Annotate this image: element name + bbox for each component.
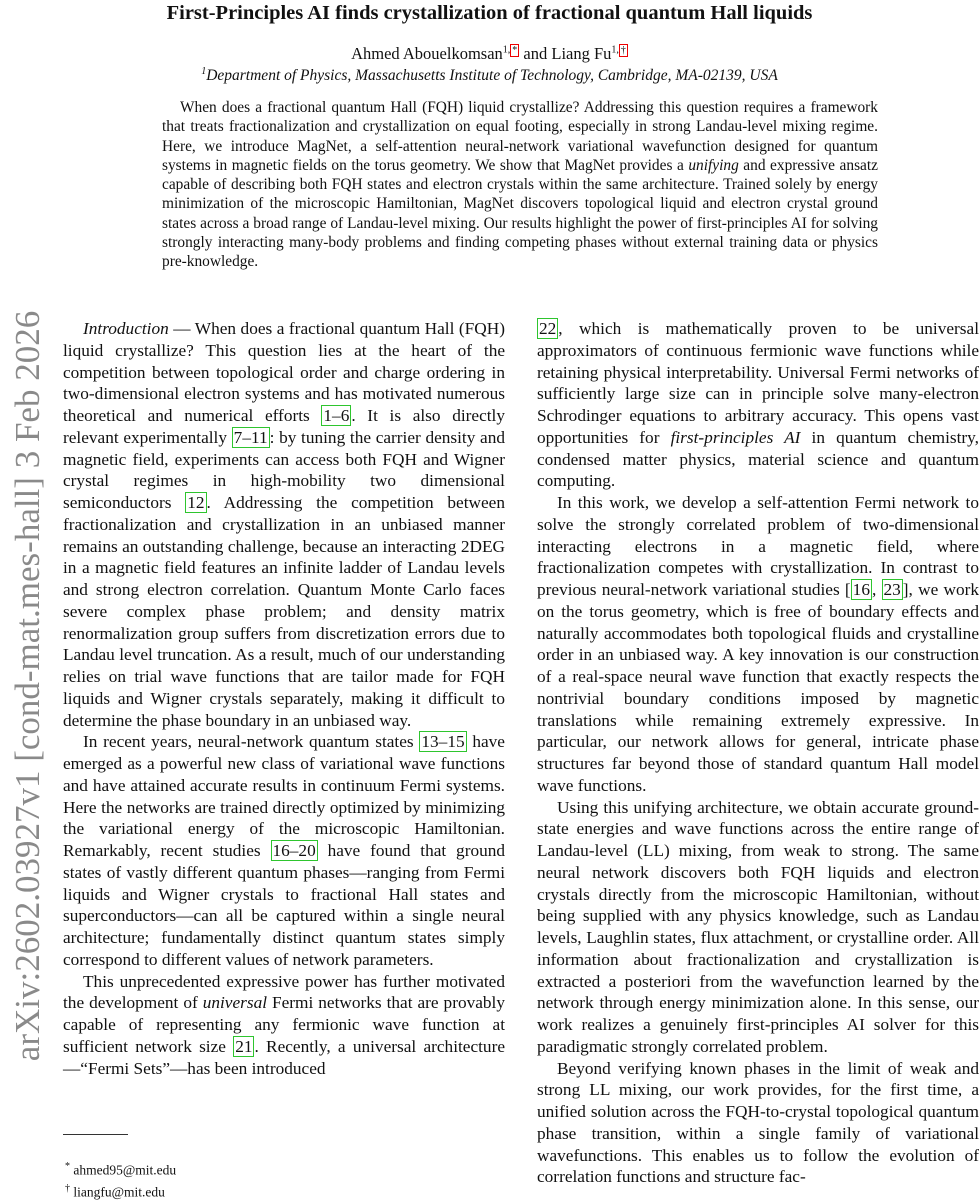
emphasis-text: universal (203, 993, 267, 1012)
affiliation-text: Department of Physics, Massachusetts Institute of Technology, Cambridge, MA-02139, USA (206, 67, 778, 84)
paragraph (537, 797, 979, 1058)
body-text: In recent years, neural-network quantum states (83, 732, 419, 751)
author-name: Ahmed Abouelkomsan (351, 44, 503, 63)
citation-link[interactable]: 21 (233, 1036, 254, 1057)
authors-joiner: and (523, 44, 547, 63)
citation-link[interactable]: 7–11 (232, 427, 270, 448)
footnote-rule (63, 1134, 128, 1135)
citation-link[interactable]: 16–20 (271, 840, 318, 861)
affiliation-mark: 1, (503, 45, 511, 56)
body-text: have emerged as a powerful new class of variational wave functions and have attained accurate results in continuum Fermi systems. Here the networks are trained directly optimized by minimizing the variational energy of the microscopic Hamiltonian. Remarkably, recent studies (63, 732, 505, 860)
body-text: , which is mathematically proven to be universal approximators of continuous fermionic wave functions while retaining physical interpretability. Universal Fermi networks of sufficiently large size can in principle solve many-electron Schrodinger equations to arbitrary accuracy. This opens vast opportunities for (537, 319, 979, 447)
paragraph (537, 492, 979, 797)
affiliation-mark: 1, (611, 45, 619, 56)
abstract (162, 98, 878, 272)
body-text: have found that ground states of vastly different quantum phases—ranging from Fermi liquids and Wigner crystals to fractional Hall states and superconductors—can all be captured within a single neural architecture; fundamentally distinct quantum states simply correspond to different values of network parameters. (63, 841, 505, 969)
footnote-email[interactable]: ahmed95@mit.edu (73, 1163, 176, 1178)
body-text: Using this unifying architecture, we obtain accurate ground-state energies and wave functions across the entire range of Landau-level (LL) mixing, from weak to strong. The same neural network discovers both FQH liquids and electron crystals directly from the microscopic Hamiltonian, without being supplied with any physics knowledge, such as Landau levels, Laughlin states, flux attachment, or crystalline order. All information about fractionalization and crystallization is extracted a posteriori from the wavefunction learned by the network through energy minimization alone. In this sense, our work realizes a genuinely first-principles AI solver for this paradigmatic strongly correlated problem. (537, 798, 979, 1056)
author-list (0, 44, 979, 64)
emphasis-text: Introduction (83, 319, 169, 338)
body-text: Fermi networks that are provably capable of representing any fermionic wave function at sufficient network size (63, 993, 505, 1056)
footnote-link[interactable]: * (510, 44, 519, 57)
right-column (537, 318, 979, 1188)
paragraph (63, 971, 505, 1080)
footnote (65, 1158, 176, 1180)
body-text: — When does a fractional quantum Hall (FQH) liquid crystallize? This question lies at the heart of the competition between topological order and charge ordering in two-dimensional electron systems and has motivated numerous theoretical and numerical efforts (63, 319, 505, 425)
affiliation-number: 1 (201, 66, 206, 77)
body-text: This unprecedented expressive power has further motivated the development of (63, 972, 505, 1013)
affiliation (0, 66, 979, 85)
body-text: . It is also directly relevant experimentally (63, 406, 505, 447)
body-text: : by tuning the carrier density and magnetic field, experiments can access both FQH and Wigner crystal regimes in high-mobility two dimensional semiconductors (63, 428, 505, 512)
body-text: , (872, 580, 882, 599)
body-text: . Addressing the competition between fractionalization and crystallization in an unbiased manner remains an outstanding challenge, because an interacting 2DEG in a magnetic field features an infinite ladder of Landau levels and strong electron correlation. Quantum Monte Carlo faces severe complex phase problem; and density matrix renormalization group suffers from discretization errors due to Landau level truncation. As a result, much of our understanding relies on trial wave functions that are tailor made for FQH liquids and Wigner crystals separately, making it difficult to determine the phase boundary in an unbiased way. (63, 493, 505, 730)
body-text: in quantum chemistry, condensed matter physics, material science and quantum computing. (537, 428, 979, 491)
citation-link[interactable]: 22 (537, 318, 558, 339)
citation-link[interactable]: 13–15 (419, 731, 466, 752)
author-name: Liang Fu (551, 44, 611, 63)
footnote (65, 1180, 176, 1201)
body-text: and expressive ansatz capable of describing both FQH states and electron crystals within the same architecture. Trained solely by energy minimization of the microscopic Hamiltonian, MagNet discovers topological liquid and electron crystal ground states across a broad range of Landau-level mixing. Our results highlight the power of first-principles AI for solving strongly interacting many-body problems and finding competing phases without external training data or physics pre-knowledge. (162, 157, 878, 270)
footnote-link[interactable]: † (619, 44, 628, 57)
paragraph (63, 318, 505, 731)
footnote-mark: * (65, 1161, 70, 1172)
paragraph (63, 731, 505, 970)
citation-link[interactable]: 12 (185, 492, 206, 513)
body-text: In this work, we develop a self-attention Fermi network to solve the strongly correlated problem of two-dimensional interacting electrons in a magnetic field, where fractionalization competes with crystallization. In contrast to previous neural-network variational studies [ (537, 493, 979, 599)
paper-title: First-Principles AI finds crystallization of fractional quantum Hall liquids (0, 2, 979, 25)
footnote-email[interactable]: liangfu@mit.edu (73, 1184, 165, 1199)
citation-link[interactable]: 1–6 (321, 405, 351, 426)
body-text: . Recently, a universal architecture—“Fermi Sets”—has been introduced (63, 1037, 505, 1078)
left-column (63, 318, 505, 1079)
citation-link[interactable]: 16 (851, 579, 872, 600)
footnotes (65, 1158, 176, 1201)
emphasis-text: unifying (688, 157, 738, 174)
footnote-mark: † (65, 1183, 70, 1194)
body-text: When does a fractional quantum Hall (FQH) liquid crystallize? Addressing this question requires a framework that treats fractionalization and crystallization on equal footing, especially in strong Landau-level mixing regime. Here, we introduce MagNet, a self-attention neural-network variational wavefunction designed for quantum systems in magnetic fields on the torus geometry. We show that MagNet provides a (162, 99, 878, 174)
citation-link[interactable]: 23 (882, 579, 903, 600)
body-text: Beyond verifying known phases in the limit of weak and strong LL mixing, our work provides, for the first time, a unified solution across the FQH-to-crystal topological quantum phase transition, within a single family of variational wavefunctions. This enables us to follow the evolution of correlation functions and structure fac- (537, 1059, 979, 1187)
arxiv-stamp: arXiv:2602.03927v1 [cond-mat.mes-hall] 3 Feb 2026 (8, 311, 48, 1061)
body-text: ], we work on the torus geometry, which is free of boundary effects and naturally accommodates both topological fluids and crystalline order in an unbiased way. A key innovation is our construction of a real-space neural wave function that exactly respects the nontrivial boundary conditions imposed by magnetic translations while remaining extremely expressive. In particular, our network allows for general, intricate phase structures far beyond those of standard quantum Hall model wave functions. (537, 580, 979, 795)
paragraph (537, 1058, 979, 1189)
paragraph (537, 318, 979, 492)
emphasis-text: first-principles AI (671, 428, 801, 447)
